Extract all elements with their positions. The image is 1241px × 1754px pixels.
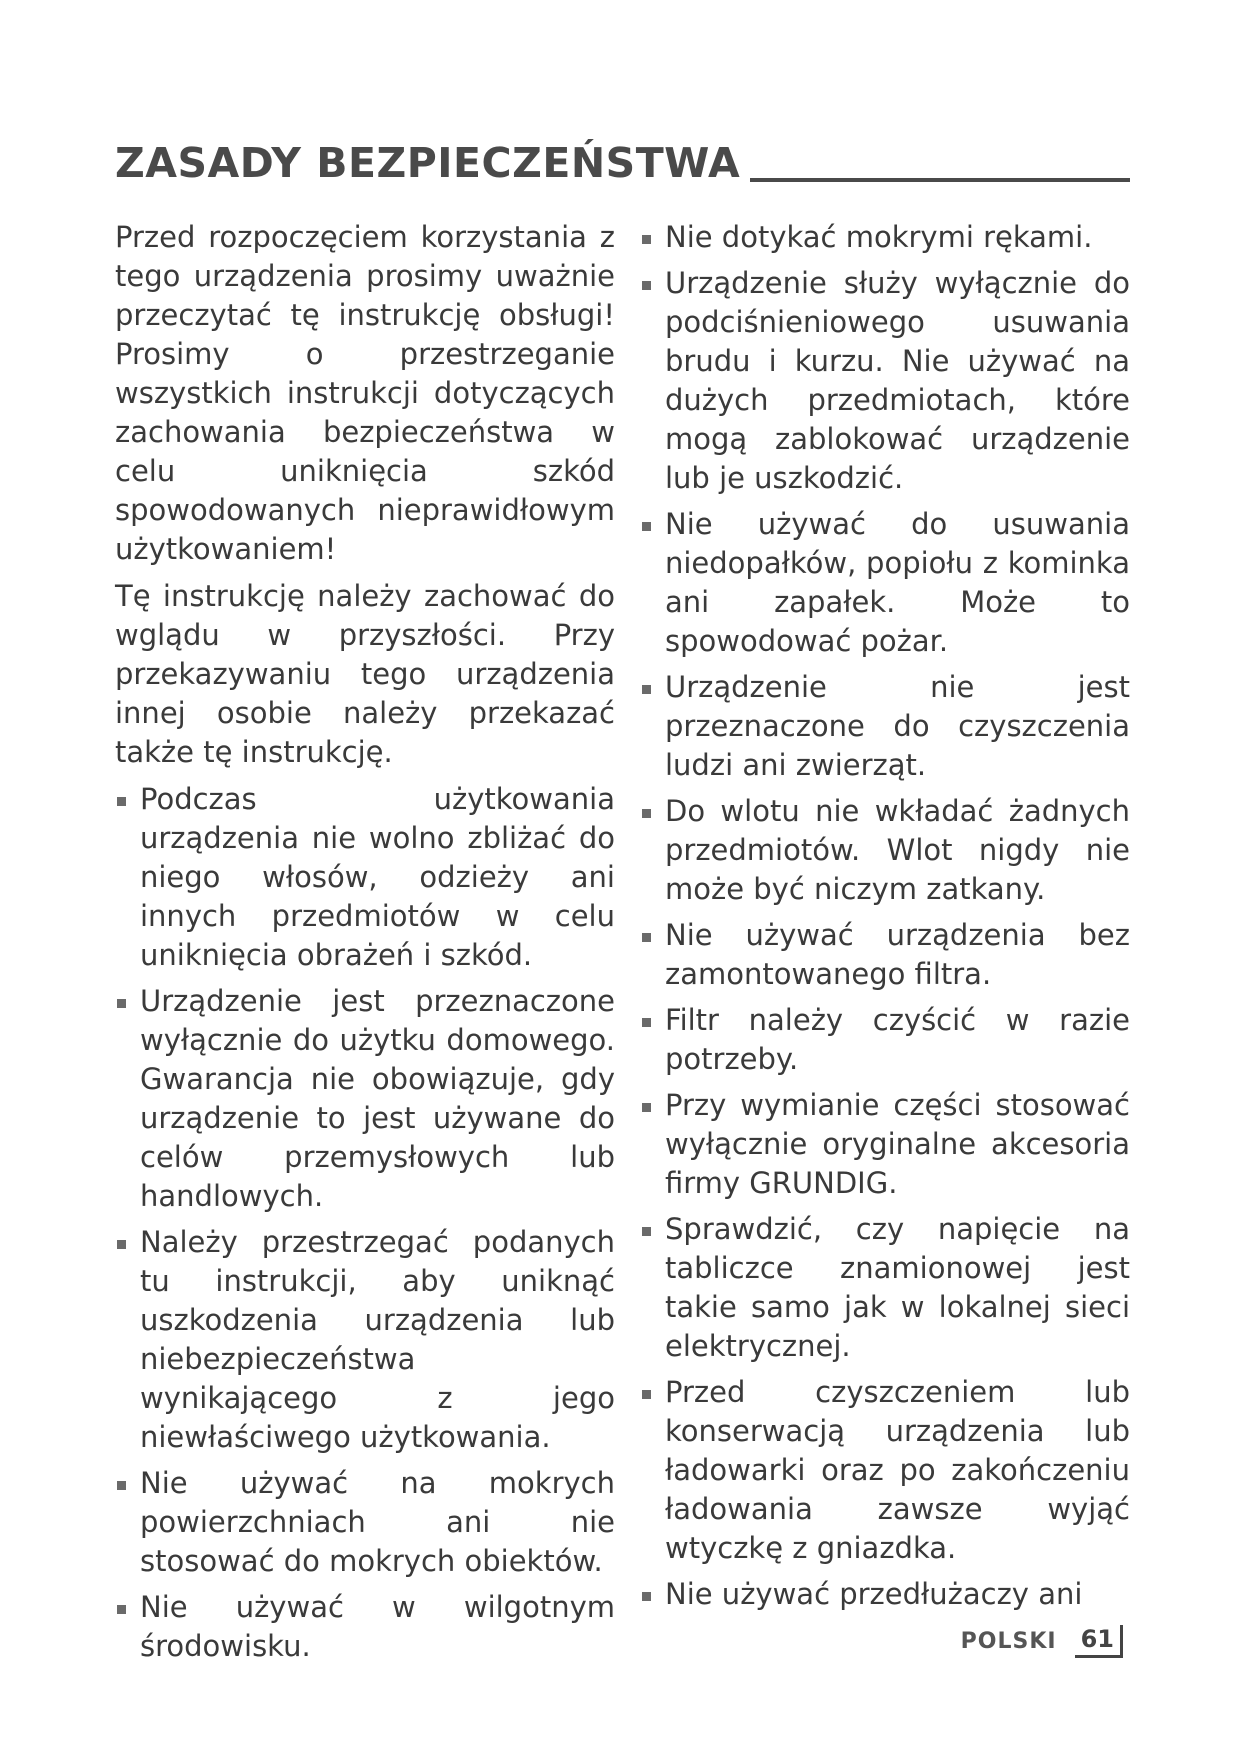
list-item: Przed czyszczeniem lub konserwacją urządzenia lub ładowarki oraz po zakończeniu ładowania zawsze wyjąć wtyczkę z gniazdka. — [640, 1373, 1130, 1568]
page-header — [115, 128, 1130, 187]
square-bullet-icon — [642, 235, 651, 244]
square-bullet-icon — [642, 1227, 651, 1236]
list-item: Filtr należy czyścić w razie potrzeby. — [640, 1001, 1130, 1079]
list-item: Nie używać w wilgotnym środowisku. — [115, 1588, 615, 1666]
list-item: Urządzenie służy wyłącznie do podciśnieniowego usuwania brudu i kurzu. Nie używać na dużych przedmiotach, które mogą zablokować urządzenie lub je uszkodzić. — [640, 264, 1130, 498]
square-bullet-icon — [642, 281, 651, 290]
list-item: Podczas użytkowania urządzenia nie wolno zbliżać do niego włosów, odzieży ani innych przedmiotów w celu uniknięcia obrażeń i szkód. — [115, 780, 615, 975]
list-item: Urządzenie jest przeznaczone wyłącznie do użytku domowego. Gwarancja nie obowiązuje, gdy urządzenie to jest używane do celów przemysłowych lub handlowych. — [115, 982, 615, 1216]
square-bullet-icon — [642, 1103, 651, 1112]
square-bullet-icon — [642, 933, 651, 942]
square-bullet-icon — [117, 1240, 126, 1249]
title-rule — [750, 178, 1130, 182]
square-bullet-icon — [642, 1018, 651, 1027]
page-number: 61 — [1075, 1625, 1123, 1658]
square-bullet-icon — [117, 797, 126, 806]
intro-paragraph: Tę instrukcję należy zachować do wglądu w przyszłości. Przy przekazywaniu tego urządzenia innej osobie należy przekazać także tę instrukcję. — [115, 579, 615, 769]
square-bullet-icon — [117, 1481, 126, 1490]
square-bullet-icon — [642, 1592, 651, 1601]
page-footer — [961, 1618, 1123, 1658]
list-item: Nie używać na mokrych powierzchniach ani nie stosować do mokrych obiektów. — [115, 1464, 615, 1581]
square-bullet-icon — [642, 1390, 651, 1399]
list-item: Przy wymianie części stosować wyłącznie oryginalne akcesoria firmy GRUNDIG. — [640, 1086, 1130, 1203]
left-column — [115, 218, 615, 1673]
square-bullet-icon — [642, 522, 651, 531]
safety-list-left — [115, 780, 615, 1666]
list-item: Sprawdzić, czy napięcie na tabliczce znamionowej jest takie samo jak w lokalnej sieci elektrycznej. — [640, 1210, 1130, 1366]
square-bullet-icon — [117, 999, 126, 1008]
footer-language: POLSKI — [960, 1629, 1057, 1654]
right-column — [640, 218, 1130, 1621]
intro-paragraph: Przed rozpoczęciem korzystania z tego urządzenia prosimy uważnie przeczytać tę instrukcję obsługi! Prosimy o przestrzeganie wszystkich instrukcji dotyczących zachowania bezpieczeństwa w celu uniknięcia szkód spowodowanych nieprawidłowym użytkowaniem! — [115, 220, 615, 566]
list-item: Nie dotykać mokrymi rękami. — [640, 218, 1130, 257]
list-item: Nie używać przedłużaczy ani — [640, 1575, 1130, 1614]
list-item: Do wlotu nie wkładać żadnych przedmiotów. Wlot nigdy nie może być niczym zatkany. — [640, 792, 1130, 909]
page-title: ZASADY BEZPIECZEŃSTWA — [115, 139, 741, 187]
list-item: Nie używać do usuwania niedopałków, popiołu z kominka ani zapałek. Może to spowodować pożar. — [640, 505, 1130, 661]
safety-list-right — [640, 218, 1130, 1614]
square-bullet-icon — [642, 809, 651, 818]
list-item: Należy przestrzegać podanych tu instrukcji, aby uniknąć uszkodzenia urządzenia lub niebezpieczeństwa wynikającego z jego niewłaściwego użytkowania. — [115, 1223, 615, 1457]
list-item: Nie używać urządzenia bez zamontowanego filtra. — [640, 916, 1130, 994]
square-bullet-icon — [117, 1605, 126, 1614]
list-item: Urządzenie nie jest przeznaczone do czyszczenia ludzi ani zwierząt. — [640, 668, 1130, 785]
square-bullet-icon — [642, 685, 651, 694]
